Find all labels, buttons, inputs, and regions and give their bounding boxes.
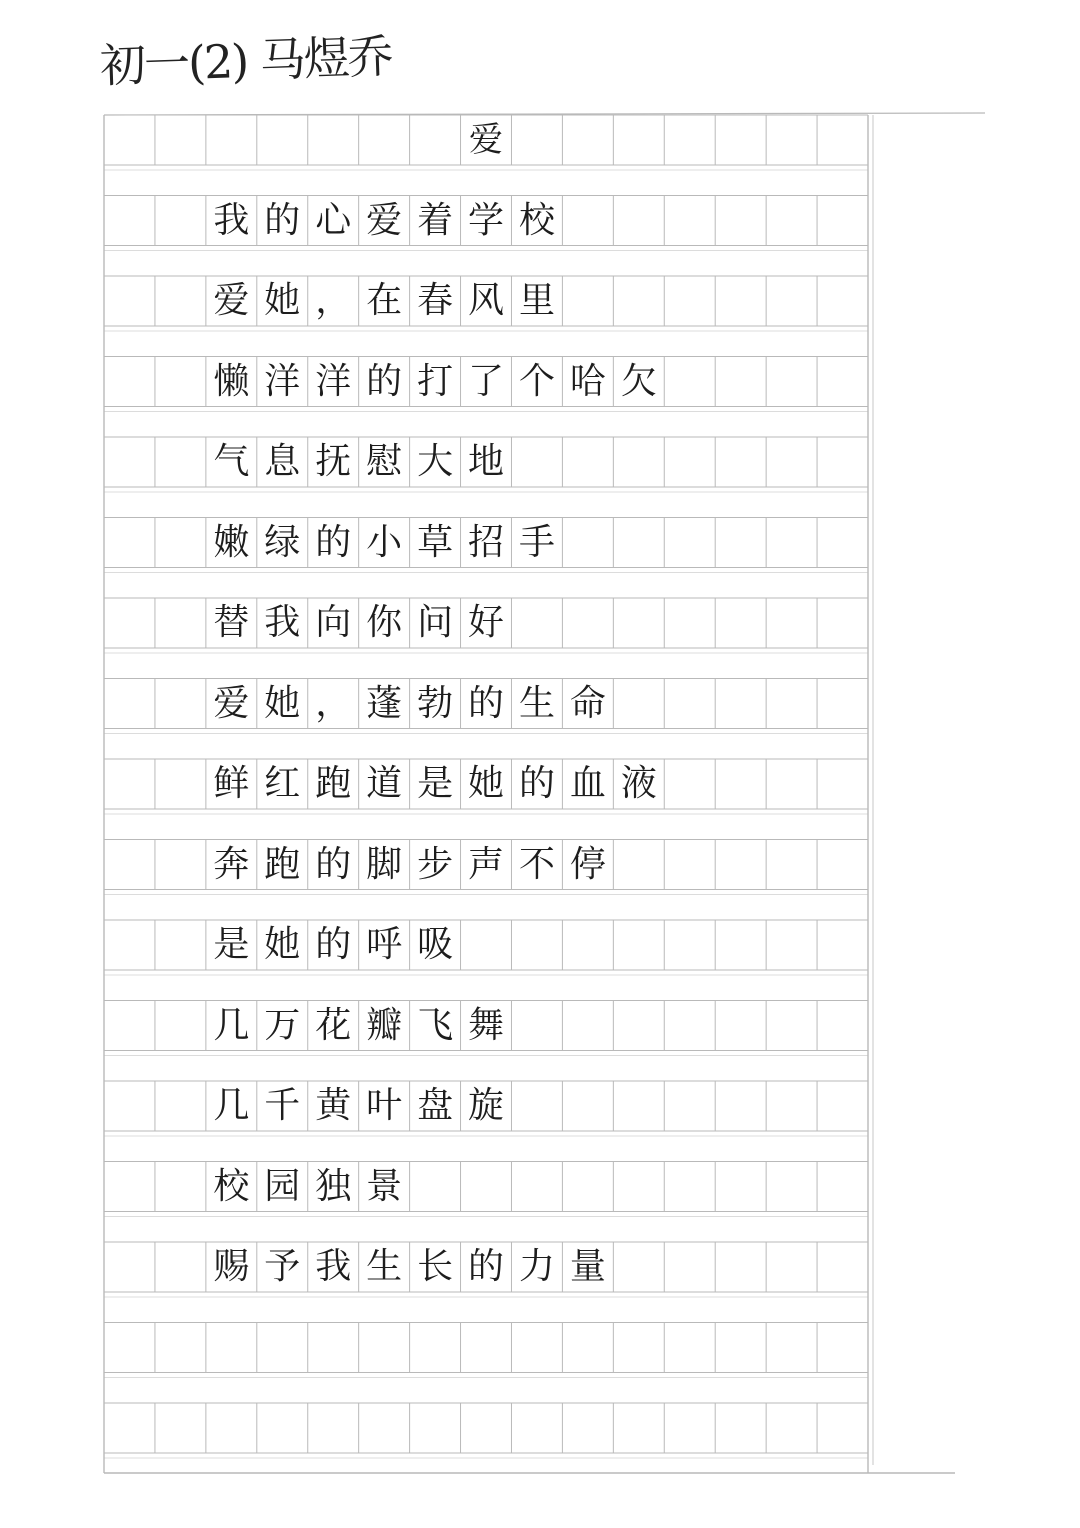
poem-char: ， <box>315 280 352 321</box>
poem-char: 叶 <box>366 1085 403 1126</box>
poem-char: 红 <box>264 763 301 804</box>
poem-char: 的 <box>468 682 505 724</box>
poem-char: 脚 <box>366 843 403 885</box>
poem-char: 校 <box>518 199 555 241</box>
poem-char: 校 <box>213 1165 250 1207</box>
poem-char: 的 <box>315 924 352 965</box>
poem-char: 哈 <box>569 360 606 402</box>
poem-char: 的 <box>315 521 352 563</box>
poem-char: 爱 <box>366 199 403 241</box>
poem-char: 招 <box>468 521 505 563</box>
poem-char: 我 <box>264 602 301 643</box>
poem-char: 勃 <box>417 682 454 724</box>
poem-char: 万 <box>264 1004 301 1046</box>
poem-char: 旋 <box>468 1085 505 1126</box>
poem-char: 打 <box>417 360 454 402</box>
poem-char: 蓬 <box>366 682 403 724</box>
poem-char: 瓣 <box>366 1004 403 1046</box>
poem-char: 个 <box>518 360 555 402</box>
poem-char: 爱 <box>213 682 250 724</box>
poem-char: 赐 <box>213 1246 250 1287</box>
poem-char: 奔 <box>213 843 250 885</box>
poem-char: 心 <box>315 199 352 241</box>
poem-char: 爱 <box>213 280 250 321</box>
poem-char: 生 <box>366 1246 403 1287</box>
poem-char: 草 <box>417 521 454 563</box>
poem-char: 你 <box>366 602 403 643</box>
poem-char: 问 <box>417 602 454 643</box>
poem-char: 长 <box>417 1246 454 1287</box>
poem-char: 着 <box>417 199 454 241</box>
poem-char: 的 <box>518 763 555 804</box>
poem-char: 的 <box>468 1246 505 1287</box>
poem-char: 予 <box>264 1246 301 1287</box>
poem-char: 的 <box>315 843 352 885</box>
poem-char: 是 <box>213 924 250 965</box>
poem-char: 她 <box>264 280 301 321</box>
poem-char: 洋 <box>264 360 301 402</box>
poem-char: 几 <box>213 1004 250 1046</box>
poem-char: 替 <box>213 602 250 643</box>
poem-char: 欠 <box>620 360 657 402</box>
poem-char: 黄 <box>315 1085 352 1126</box>
poem-char: 千 <box>264 1085 301 1126</box>
poem-char: 风 <box>468 280 505 321</box>
poem-char: 好 <box>468 602 505 643</box>
poem-char: 她 <box>264 682 301 724</box>
poem-char: 盘 <box>417 1085 454 1126</box>
poem-char: 液 <box>620 763 657 804</box>
poem-char: 血 <box>569 763 606 804</box>
poem-char: 小 <box>366 521 403 563</box>
poem-char: 舞 <box>468 1004 505 1046</box>
poem-char: 我 <box>315 1246 352 1287</box>
poem-char: 绿 <box>264 521 301 563</box>
poem-char: 独 <box>315 1165 352 1207</box>
poem-char: 我 <box>213 199 250 241</box>
poem-char: 花 <box>315 1004 352 1046</box>
poem-char: 的 <box>264 199 301 241</box>
poem-char: 飞 <box>417 1004 454 1046</box>
poem-char: 生 <box>518 682 555 724</box>
poem-char: 鲜 <box>213 763 250 804</box>
poem-char: 懒 <box>213 360 250 402</box>
poem-char: 了 <box>468 360 505 402</box>
poem-char: 是 <box>417 763 454 804</box>
poem-char: 景 <box>366 1165 403 1207</box>
poem-char: 手 <box>518 521 555 563</box>
poem-char: 停 <box>569 843 606 885</box>
poem-char: 跑 <box>264 843 301 885</box>
poem-char: ， <box>315 682 352 724</box>
poem-char: 园 <box>264 1165 301 1207</box>
poem-char: 洋 <box>315 360 352 402</box>
poem-char: 不 <box>518 843 555 885</box>
poem-char: 量 <box>569 1246 606 1287</box>
poem-char: 她 <box>468 763 505 804</box>
poem-char: 力 <box>518 1246 555 1287</box>
poem-char: 呼 <box>366 924 403 965</box>
poem-char: 道 <box>366 763 403 804</box>
poem-char: 几 <box>213 1085 250 1126</box>
poem-char: 跑 <box>315 763 352 804</box>
poem-char: 向 <box>315 602 352 643</box>
poem-char: 慰 <box>366 441 403 482</box>
poem-char: 的 <box>366 360 403 402</box>
poem-char: 气 <box>213 441 250 482</box>
poem-title-char: 爱 <box>469 120 504 160</box>
poem-char: 春 <box>417 280 454 321</box>
poem-char: 步 <box>417 843 454 885</box>
poem-char: 吸 <box>417 924 454 965</box>
poem-char: 地 <box>468 441 505 482</box>
poem-char: 里 <box>518 280 555 321</box>
poem-char: 命 <box>569 682 606 724</box>
poem-char: 抚 <box>315 441 352 482</box>
poem-char: 在 <box>366 280 403 321</box>
poem-char: 大 <box>417 441 454 482</box>
poem-char: 她 <box>264 924 301 965</box>
poem-char: 学 <box>468 199 505 241</box>
poem-char: 嫩 <box>213 521 250 563</box>
poem-char: 声 <box>468 843 505 885</box>
author-heading: 初一(2) 马煜乔 <box>99 28 393 93</box>
poem-char: 息 <box>264 441 301 482</box>
